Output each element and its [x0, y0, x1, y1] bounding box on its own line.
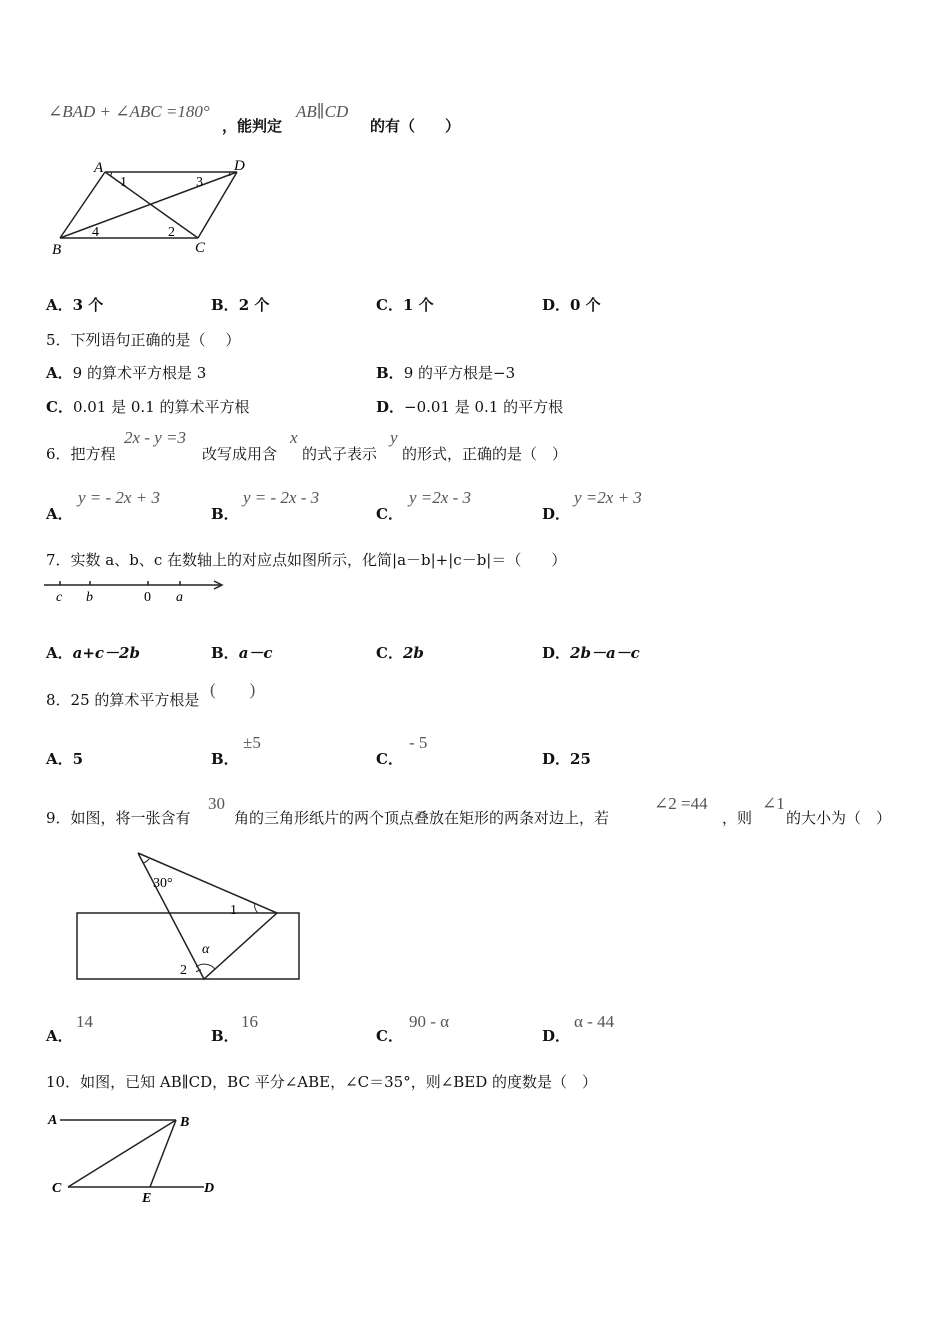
- q9-text1: 9．如图，将一张含有: [46, 809, 191, 827]
- q8-stem: 8．25 的算术平方根是: [46, 691, 200, 709]
- q9-angle1: ∠1: [762, 794, 785, 813]
- q5-option-a[interactable]: A．9 的算术平方根是 3: [46, 364, 207, 382]
- q4-option-a[interactable]: A．3 个: [46, 296, 104, 314]
- q9-figure: [70, 845, 310, 990]
- q4-stem-text2: 的有（ ）: [370, 117, 461, 135]
- q6-text1: 改写成用含: [202, 445, 278, 463]
- q4-stem-math2: AB∥CD: [296, 102, 349, 121]
- q10-figure: [44, 1105, 224, 1205]
- q10-label-E: E: [142, 1191, 152, 1206]
- q7-option-c[interactable]: C．2b: [376, 644, 424, 662]
- q10-label-D: D: [204, 1181, 215, 1196]
- q4-label-D: D: [234, 158, 245, 174]
- q5-option-d[interactable]: D．−0.01 是 0.1 的平方根: [376, 398, 564, 416]
- q10-label-A: A: [48, 1113, 58, 1128]
- q9-text2: 角的三角形纸片的两个顶点叠放在矩形的两条对边上，若: [234, 809, 610, 827]
- q4-angle-4: 4: [92, 225, 99, 240]
- q9-text3: ，则: [722, 809, 753, 827]
- q5-stem: 5．下列语句正确的是（ ）: [46, 331, 241, 349]
- q9-label-2: 2: [180, 963, 187, 978]
- q6-text2: 的式子表示: [302, 445, 378, 463]
- q6-y: y: [390, 428, 398, 447]
- q5-option-b[interactable]: B．9 的平方根是−3: [376, 364, 516, 382]
- q7-axis-c: c: [56, 590, 63, 605]
- q4-figure: [40, 150, 260, 260]
- q9-label-1: 1: [230, 903, 237, 918]
- q9-thirty: 30: [208, 794, 225, 813]
- q6-x: x: [290, 428, 298, 447]
- q4-angle-1: 1: [120, 175, 127, 190]
- q6-equation: 2x - y =3: [124, 428, 186, 447]
- q5-option-c[interactable]: C．0.01 是 0.1 的算术平方根: [46, 398, 250, 416]
- q7-option-a[interactable]: A．a+c－2b: [46, 644, 140, 662]
- q7-axis-0: 0: [144, 590, 151, 605]
- q7-axis-b: b: [86, 590, 93, 605]
- q4-label-A: A: [94, 160, 104, 176]
- q6-text3: 的形式，正确的是（ ）: [402, 445, 568, 463]
- q6-num: 6．把方程: [46, 445, 116, 463]
- q9-label-alpha: α: [202, 942, 210, 957]
- q4-option-b[interactable]: B．2 个: [211, 296, 270, 314]
- q8-option-d[interactable]: D．25: [542, 750, 591, 768]
- q4-label-B: B: [52, 242, 62, 258]
- q7-option-d[interactable]: D．2b－a－c: [542, 644, 640, 662]
- q7-number-line: [44, 575, 229, 605]
- q4-angle-3: 3: [196, 175, 203, 190]
- q8-option-a[interactable]: A．5: [46, 750, 84, 768]
- q10-stem: 10．如图，已知 AB∥CD，BC 平分∠ABE，∠C＝35°，则∠BED 的度数是（ ）: [46, 1073, 598, 1091]
- q7-stem: 7．实数 a、b、c 在数轴上的对应点如图所示，化简|a－b|+|c－b|＝（ ）: [46, 551, 567, 569]
- q7-axis-a: a: [176, 590, 183, 605]
- q4-label-C: C: [195, 240, 206, 256]
- q9-label-30: 30°: [153, 876, 173, 891]
- q4-angle-2: 2: [168, 225, 175, 240]
- q10-label-C: C: [52, 1181, 62, 1196]
- q8-paren: ( ): [210, 680, 256, 699]
- q4-option-c[interactable]: C．1 个: [376, 296, 434, 314]
- q4-stem-text1: ，能判定: [222, 117, 283, 135]
- q9-angle2: ∠2 =44: [654, 794, 708, 813]
- q10-label-B: B: [180, 1115, 190, 1130]
- q4-option-d[interactable]: D．0 个: [542, 296, 601, 314]
- q9-text4: 的大小为（ ）: [786, 809, 892, 827]
- q7-option-b[interactable]: B．a－c: [211, 644, 273, 662]
- q4-stem-math1: ∠BAD + ∠ABC =180°: [48, 102, 210, 121]
